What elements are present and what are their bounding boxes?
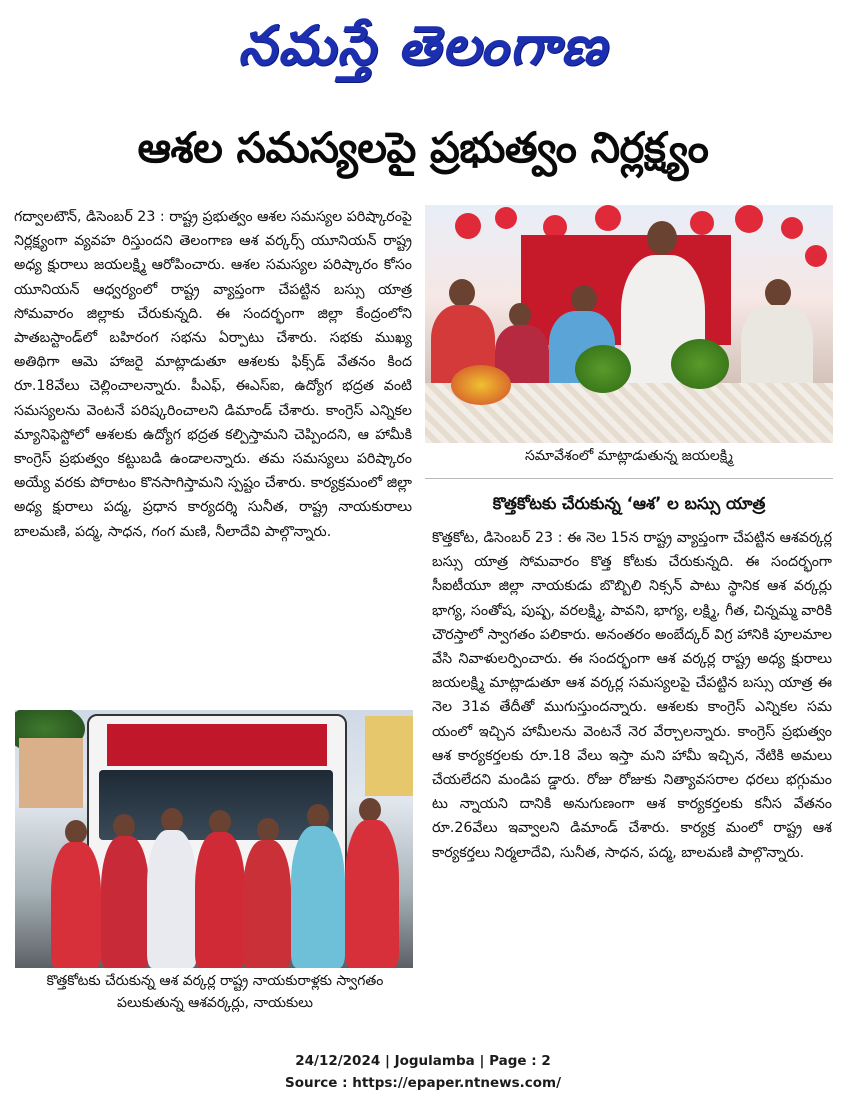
person (195, 832, 245, 968)
person (51, 842, 101, 968)
left-article-body-wrap (14, 205, 412, 705)
meeting-photo-block (425, 205, 833, 443)
person-head (449, 279, 475, 307)
bus-banner (107, 724, 327, 766)
balloon (805, 245, 827, 267)
person-head (161, 808, 183, 832)
person-head (65, 820, 87, 844)
balloon (781, 217, 803, 239)
person-head (509, 303, 531, 327)
person-head (647, 221, 677, 255)
right-article (432, 526, 832, 1036)
bus-photo (15, 710, 413, 968)
balloon (690, 211, 714, 235)
person-head (257, 818, 279, 842)
masthead (0, 0, 846, 95)
left-article (14, 205, 412, 705)
person-head (359, 798, 381, 822)
footer-date: 24/12/2024 (295, 1053, 381, 1069)
left-article-body: గద్వాలటౌన్, డిసెంబర్ 23 : రాష్ట్ర ప్రభుత్వం ఆశల సమస్యల పరిష్కారంపై నిర్లక్ష్యంగా వ్యవహ రిస్తుందని తెలంగాణ ఆశ వర్కర్స్ యూనియన్ రాష్ట్ర అధ్య క్షురాలు జయలక్ష్మి ఆరోపించారు. ఆశల సమస్యల పరిష్కారం కోసం యూనియన్ ఆధ్వర్యంలో రాష్ట్ర వ్యాప్తంగా చేపట్టిన బస్సు యాత్ర సోమవారం జిల్లాకు చేరుకున్నది. ఈ సందర్భంగా జిల్లా కేంద్రంలోని పాతబస్టాండ్‌లో బహిరంగ సభను ఏర్పాటు చేశారు. సభకు ముఖ్య అతిథిగా ఆమె హాజరై మాట్లాడుతూ ఆశలకు ఫిక్స్‌డ్ వేతనం కింద రూ.18వేలు చెల్లించాలన్నారు. పీఎఫ్, ఈఎస్ఐ, ఉద్యోగ భద్రత వంటి సమస్యలను వెంటనే పరిష్కరించాలని డిమాండ్ చేశారు. కాంగ్రెస్ ఎన్నికల మ్యానిఫెస్టోలో ఆశలకు ఉద్యోగ భద్రత కల్పిస్తామని చెప్పిందని, ఆ హామీకి కాంగ్రెస్ ప్రభుత్వం కట్టుబడి ఉండాలన్నారు. తమ సమస్యలు పరిష్కారం అయ్యే వరకు పోరాటం కొనసాగిస్తామని స్పష్టం చేశారు. కార్యక్రమంలో జిల్లా అధ్య క్షురాలు పద్మ, ప్రధాన కార్యదర్శి సునీత, రాష్ట్ర నాయకురాలు బాలమణి, పద్మ, సాధన, గంగ మణి, నీలాదేవి పాల్గొన్నారు. (14, 209, 412, 540)
person-head (571, 285, 597, 313)
footer-edition: Jogulamba (394, 1053, 475, 1069)
person (291, 826, 345, 968)
person-head (765, 279, 791, 307)
right-article-body: కొత్తకోట, డిసెంబర్ 23 : ఈ నెల 15న రాష్ట్ర వ్యాప్తంగా చేపట్టిన ఆశవర్కర్ల బస్సు యాత్ర సోమవారం కొత్త కోటకు చేరుకున్నది. ఈ సందర్భంగా సీఐటీయూ జిల్లా నాయకుడు బొబ్బిలి నిక్సన్ పాటు స్థానిక ఆశ వర్కర్లు భాగ్య, సంతోష, పుష్ప, వరలక్ష్మి, పావని, భాగ్య, లక్ష్మి, గీత, చిన్నమ్మ వారికి చౌరస్తాలో స్వాగతం పలికారు. అనంతరం అంబేద్కర్ విగ్ర హానికి పూలమాల వేసి నివాళులర్పించారు. ఈ సందర్భంగా ఆశ వర్కర్ల రాష్ట్ర అధ్య క్షురాలు జయలక్ష్మి మాట్లాడుతూ ఆశ వర్కర్ల సమస్యలపై చేపట్టిన బస్సు యాత్ర ఈ నెల 31వ తేదీతో ముగుస్తుందన్నారు. ఆశలకు కాంగ్రెస్ ఎన్నికల సమ యంలో ఇచ్చిన హామీలను వెంటనే నెర వేర్చాలన్నారు. కాంగ్రెస్ ప్రభుత్వం ఆశ కార్యకర్తలకు రూ.18 వేలు ఇస్తా మని హామీ ఇచ్చిన, నేటికి అమలు చేయలేదని మండిప డ్డారు. రోజు రోజుకు నిత్యావసరాల ధరలు భగ్గుమం టు న్నాయని దానికి అనుగుణంగా ఆశ కార్యకర్తలకు కనీస వేతనం రూ.26వేలు ఇవ్వాలని డిమాండ్ చేశారు. కార్యక్ర మంలో రాష్ట్ర ఆశ కార్యకర్తలు నిర్మలాదేవి, సునీత, సాధన, పద్మ, బాలమణి పాల్గొన్నారు. (432, 530, 832, 861)
divider (425, 478, 833, 479)
person (345, 820, 399, 968)
footer-line-2 (0, 1072, 846, 1094)
balloon (495, 207, 517, 229)
headline-text: ఆశల సమస్యలపై ప్రభుత్వం నిర్లక్ష్యం (137, 123, 709, 172)
person-head (307, 804, 329, 828)
footer-source-label: Source : (284, 1075, 348, 1091)
balloon (455, 213, 481, 239)
bus-photo-caption: కొత్తకోటకు చేరుకున్న ఆశ వర్కర్ల రాష్ట్ర నాయకురాళ్లకు స్వాగతం పలుకుతున్న ఆశవర్కర్లు, నాయకులు (46, 973, 384, 1011)
bus-photo-block (15, 710, 413, 968)
meeting-photo (425, 205, 833, 443)
shop-sign (19, 738, 83, 808)
person (741, 305, 813, 391)
person-head (113, 814, 135, 838)
person (101, 836, 149, 968)
headline (10, 100, 836, 195)
plant (575, 345, 631, 393)
source-link[interactable]: https://epaper.ntnews.com/ (352, 1075, 562, 1091)
newspaper-title: నమస్తే తెలంగాణ (238, 13, 608, 77)
balloon (595, 205, 621, 231)
footer-page: Page : 2 (489, 1053, 551, 1069)
right-article-heading: కొత్తకోటకు చేరుకున్న ‘ఆశ’ ల బస్సు యాత్ర (492, 494, 766, 513)
meeting-photo-caption: సమావేశంలో మాట్లాడుతున్న జయలక్ష్మి (524, 448, 734, 464)
person (147, 830, 197, 968)
person (243, 840, 291, 968)
shop-sign (365, 716, 413, 796)
balloon (735, 205, 763, 233)
footer (0, 1050, 846, 1094)
plant (671, 339, 729, 389)
person-head (209, 810, 231, 834)
flower-bouquet (451, 365, 511, 405)
footer-line-1: 24/12/2024 | Jogulamba | Page : 2 (295, 1053, 551, 1069)
